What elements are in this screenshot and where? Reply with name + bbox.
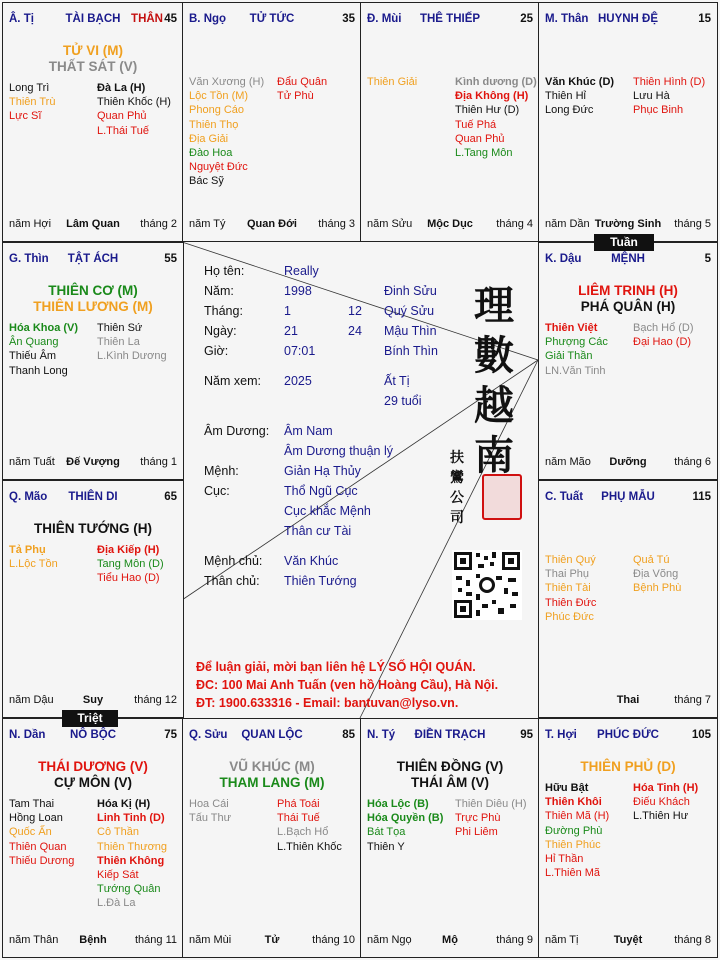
palace-age: 65	[164, 491, 177, 503]
minor-star: Thiên Mã (H)	[545, 810, 610, 823]
tuan-badge: Tuần	[594, 234, 654, 251]
minor-star: Phá Toái	[277, 798, 320, 810]
hour-value: 07:01	[284, 344, 316, 358]
palace-name: NÔ BỘC	[70, 729, 116, 741]
palace-name: TẬT ÁCH	[67, 253, 119, 265]
minor-stars-left	[367, 75, 417, 89]
palace-footer	[9, 218, 177, 232]
palace-year: năm Hợi	[9, 218, 52, 230]
palace-stage: Quan Đới	[247, 218, 297, 230]
month-canchi: Quý Sửu	[384, 304, 435, 318]
palace-stage: Đế Vượng	[66, 456, 120, 468]
palace-year: năm Tý	[189, 218, 226, 230]
palace-age: 45	[164, 13, 177, 25]
minor-star: Phúc Đức	[545, 610, 594, 623]
amduong-value: Âm Nam	[284, 424, 333, 438]
minor-star: Thiên Thương	[97, 840, 168, 853]
palace-cell-ty[interactable]	[2, 2, 184, 242]
minor-star: Bát Tọa	[367, 826, 406, 839]
palace-branch: B. Ngọ	[189, 13, 227, 25]
minor-star: Hồng Loan	[9, 812, 63, 825]
palace-stage: Mộ	[442, 934, 458, 946]
minor-stars-left	[9, 81, 55, 124]
minor-star: Phi Liêm	[455, 826, 498, 839]
palace-stage: Bệnh	[79, 934, 107, 946]
day-key: Ngày:	[204, 324, 237, 338]
palace-stage: Tuyệt	[613, 934, 643, 946]
minor-star: Bạch Hổ (D)	[633, 322, 694, 334]
palace-year: năm Mùi	[189, 934, 232, 946]
palace-month: tháng 7	[674, 694, 711, 706]
palace-cell-ngo[interactable]	[182, 2, 362, 242]
palace-stage: Trường Sinh	[594, 218, 662, 230]
minor-star: Quan Phủ	[455, 132, 505, 145]
minor-star: L.Đà La	[97, 897, 136, 910]
minor-stars-right	[633, 75, 705, 118]
palace-header	[367, 729, 533, 743]
calligraphy-char-2: 數	[474, 332, 514, 379]
palace-footer	[545, 456, 711, 470]
minor-star: Phong Cáo	[189, 104, 245, 117]
viewyear-age: 29 tuổi	[384, 394, 422, 408]
minor-star: L.Thái Tuế	[97, 124, 149, 137]
palace-year: năm Sửu	[367, 218, 413, 230]
minor-star: Thiếu Âm	[9, 350, 57, 363]
main-star: THIÊN PHỦ (D)	[580, 759, 676, 774]
minor-star: Điếu Khách	[633, 796, 690, 809]
red-seal-stamp	[482, 474, 522, 520]
palace-month: tháng 12	[134, 694, 177, 706]
center-info-panel	[182, 242, 540, 718]
minor-star: Thiên Không	[97, 854, 165, 867]
minor-star: Tả Phụ	[9, 544, 46, 556]
palace-header	[545, 729, 711, 743]
palace-month: tháng 2	[140, 218, 177, 230]
minor-star: Thiên Khốc (H)	[97, 96, 171, 109]
palace-cell-mui[interactable]	[360, 2, 540, 242]
palace-age: 55	[164, 253, 177, 265]
minor-star: Tang Môn (D)	[97, 558, 164, 571]
minor-star: LN.Văn Tinh	[545, 364, 606, 377]
contact-address: ĐC: 100 Mai Anh Tuấn (ven hồ Hoàng Cầu), Hà Nội.	[196, 678, 499, 692]
thanchu-key: Thân chủ:	[204, 574, 260, 588]
contact-line-1: Để luận giải, mời bạn liên hệ LÝ SỐ HỘI QUÁN.	[196, 660, 476, 674]
palace-name: MỆNH	[611, 253, 645, 265]
palace-year: năm Dậu	[9, 694, 54, 706]
minor-stars-right	[277, 797, 342, 854]
minor-stars-right	[633, 321, 694, 349]
palace-stage: Suy	[82, 694, 104, 706]
minor-star: Cô Thần	[97, 826, 139, 839]
palace-month: tháng 1	[140, 456, 177, 468]
minor-stars-right	[633, 781, 698, 824]
minor-star: Long Đức	[545, 104, 594, 117]
palace-branch: Q. Mão	[9, 491, 48, 503]
palace-footer	[367, 934, 533, 948]
minor-stars-left	[545, 781, 609, 880]
minor-star: Bệnh Phù	[633, 582, 682, 595]
than-position: Thân cư Tài	[284, 524, 352, 538]
minor-star: Thiên Hỉ	[545, 90, 586, 103]
palace-month: tháng 8	[674, 934, 711, 946]
minor-stars-left	[9, 797, 74, 868]
minor-star: Tướng Quân	[97, 883, 161, 896]
minor-star: Hóa Khoa (V)	[9, 322, 79, 334]
minor-star: Thiên Giải	[367, 76, 418, 88]
triet-badge: Triệt	[62, 710, 118, 727]
palace-name: ĐIỀN TRẠCH	[414, 729, 486, 741]
viewyear-canchi: Ất Tị	[384, 374, 410, 388]
viewyear-value: 2025	[284, 374, 312, 388]
minor-star: Địa Không (H)	[455, 90, 529, 103]
palace-year: năm Mão	[545, 456, 591, 468]
palace-header	[9, 13, 177, 27]
minor-star: Thiên Hư (D)	[455, 104, 520, 117]
palace-header	[545, 13, 711, 27]
palace-month: tháng 3	[318, 218, 355, 230]
palace-header	[545, 253, 711, 267]
main-star: CỰ MÔN (V)	[54, 775, 132, 790]
minor-star: Hóa Tinh (H)	[633, 782, 699, 794]
minor-star: Giải Thần	[545, 350, 593, 363]
minor-stars-right	[455, 797, 527, 840]
palace-stage: Tử	[264, 934, 280, 946]
minor-star: Thiên Quý	[545, 554, 596, 566]
palace-branch: Đ. Mùi	[367, 13, 402, 25]
minor-star: Hóa Lộc (B)	[367, 798, 429, 810]
menhchu-key: Mệnh chủ:	[204, 554, 263, 568]
minor-star: Thiên Trù	[9, 96, 56, 109]
palace-cell-hoi[interactable]	[538, 718, 718, 958]
minor-stars-left	[545, 75, 614, 118]
minor-star: Phượng Các	[545, 336, 608, 349]
minor-stars-right	[633, 553, 681, 596]
minor-star: Thiên Hình (D)	[633, 76, 706, 88]
palace-footer	[545, 934, 711, 948]
palace-cell-dan[interactable]	[2, 718, 184, 958]
minor-star: Thiên Việt	[545, 322, 598, 334]
minor-star: L.Thiên Hư	[633, 810, 689, 823]
minor-star: Địa Giải	[189, 132, 229, 145]
main-star: THIÊN CƠ (M)	[48, 283, 138, 298]
cuc-value: Thổ Ngũ Cục	[284, 484, 358, 498]
minor-star: L.Thiên Mã	[545, 867, 601, 880]
minor-star: Hóa Quyền (B)	[367, 812, 444, 825]
main-star: THÁI ÂM (V)	[411, 775, 489, 790]
minor-star: Thái Tuế	[277, 812, 320, 825]
minor-star: Lực Sĩ	[9, 110, 42, 123]
minor-star: Thiếu Dương	[9, 854, 75, 867]
minor-star: Thiên Thọ	[189, 118, 239, 131]
minor-star: Thiên Sứ	[97, 322, 143, 334]
palace-footer	[9, 456, 177, 470]
palace-age: 25	[520, 13, 533, 25]
minor-star: L.Lộc Tồn	[9, 558, 58, 571]
minor-stars-left	[367, 797, 443, 854]
minor-star: Thiên Đức	[545, 596, 597, 609]
thanchu-value: Thiên Tướng	[284, 574, 357, 588]
year-value: 1998	[284, 284, 312, 298]
main-star: THẤT SÁT (V)	[48, 59, 138, 74]
minor-star: Kiếp Sát	[97, 869, 139, 882]
minor-stars-right	[277, 75, 327, 103]
palace-month: tháng 11	[134, 934, 177, 946]
minor-star: Đà La (H)	[97, 82, 146, 94]
minor-star: Thiên Tài	[545, 582, 591, 595]
palace-age: 115	[692, 491, 711, 503]
palace-name: QUAN LỘC	[241, 729, 303, 741]
minor-stars-left	[9, 321, 78, 378]
palace-stage: Dưỡng	[609, 456, 647, 468]
small-seal-text: 扶 鸞 公 司	[450, 450, 464, 526]
palace-cell-suu[interactable]	[182, 718, 362, 958]
minor-star: Thiên Khôi	[545, 796, 602, 809]
minor-star: Thiên Quan	[9, 840, 67, 853]
minor-star: Nguyệt Đức	[189, 161, 248, 174]
palace-branch: G. Thìn	[9, 253, 49, 265]
hour-key: Giờ:	[204, 344, 229, 358]
palace-age: 15	[698, 13, 711, 25]
palace-footer	[545, 218, 711, 232]
minor-star: Thanh Long	[9, 364, 68, 377]
minor-star: Long Trì	[9, 82, 50, 94]
palace-header	[9, 253, 177, 267]
minor-stars-right	[455, 75, 537, 160]
palace-name: TỬ TỨC	[249, 13, 295, 25]
minor-star: Thai Phụ	[545, 568, 590, 581]
minor-star: Địa Võng	[633, 568, 679, 581]
cuc-key: Cục:	[204, 484, 230, 498]
palace-header	[9, 729, 177, 743]
month-solar: 12	[348, 304, 362, 318]
palace-branch: K. Dậu	[545, 253, 582, 265]
name-value: Really	[284, 264, 319, 278]
amduong-key: Âm Dương:	[204, 424, 270, 438]
main-star: THIÊN TƯỚNG (H)	[34, 521, 152, 536]
main-star: PHÁ QUÂN (H)	[580, 299, 676, 314]
cuc-relation: Cục khắc Mệnh	[284, 504, 371, 518]
palace-cell-thin[interactable]	[2, 242, 184, 480]
viewyear-key: Năm xem:	[204, 374, 261, 388]
minor-star: Linh Tinh (D)	[97, 812, 165, 825]
minor-star: Quan Phủ	[97, 110, 147, 123]
minor-star: Thiên Y	[367, 840, 405, 853]
day-lunar: 21	[284, 324, 298, 338]
palace-branch: Q. Sửu	[189, 729, 228, 741]
palace-age: 75	[164, 729, 177, 741]
minor-stars-right	[97, 81, 171, 138]
palace-header	[189, 729, 355, 743]
menh-value: Giản Hạ Thủy	[284, 464, 361, 478]
year-key: Năm:	[204, 284, 234, 298]
minor-star: Kình dương (D)	[455, 76, 537, 88]
palace-cell-ty2[interactable]	[360, 718, 540, 958]
palace-name: THÊ THIẾP	[419, 13, 481, 25]
hour-canchi: Bính Thìn	[384, 344, 438, 358]
palace-footer	[9, 694, 177, 708]
main-star: LIÊM TRINH (H)	[578, 283, 678, 298]
body-marker: THÂN	[131, 13, 163, 25]
minor-star: L.Tang Môn	[455, 147, 513, 160]
minor-star: Hóa Kị (H)	[97, 798, 151, 810]
palace-name: PHỤ MẪU	[601, 491, 655, 503]
minor-star: Trực Phù	[455, 812, 501, 825]
minor-stars-left	[9, 543, 58, 571]
palace-footer	[189, 218, 355, 232]
minor-star: Địa Kiếp (H)	[97, 544, 160, 556]
qr-code-icon	[452, 550, 522, 620]
minor-star: Tuế Phá	[455, 118, 497, 131]
palace-stage: Thai	[616, 694, 640, 706]
menh-key: Mệnh:	[204, 464, 239, 478]
palace-header	[367, 13, 533, 27]
palace-footer	[545, 694, 711, 708]
palace-name: THIÊN DI	[68, 491, 118, 503]
palace-age: 105	[691, 729, 711, 741]
palace-cell-tuat[interactable]	[538, 480, 718, 718]
minor-star: Tiểu Hao (D)	[97, 572, 160, 585]
palace-stage: Lâm Quan	[66, 218, 120, 230]
palace-header	[9, 491, 177, 505]
palace-name: TÀI BẠCH THÂN	[65, 13, 163, 25]
palace-year: năm Ngọ	[367, 934, 412, 946]
palace-footer	[9, 934, 177, 948]
palace-age: 35	[342, 13, 355, 25]
palace-age: 95	[520, 729, 533, 741]
minor-star: Ân Quang	[9, 336, 59, 349]
minor-star: Hữu Bật	[545, 782, 589, 794]
palace-branch: N. Tý	[367, 729, 396, 741]
palace-year: năm Dần	[545, 218, 590, 230]
palace-year: năm Tị	[545, 934, 579, 946]
minor-star: Lộc Tồn (M)	[189, 90, 249, 103]
minor-star: Thiên La	[97, 336, 140, 349]
palace-month: tháng 4	[496, 218, 533, 230]
palace-cell-mao[interactable]	[2, 480, 184, 718]
minor-star: Đường Phù	[545, 824, 603, 837]
main-star: THAM LANG (M)	[219, 775, 325, 790]
palace-name: PHÚC ĐỨC	[597, 729, 659, 741]
palace-header	[189, 13, 355, 27]
minor-star: Đại Hao (D)	[633, 336, 692, 349]
minor-star: L.Thiên Khốc	[277, 840, 342, 853]
palace-branch: C. Tuất	[545, 491, 584, 503]
palace-month: tháng 10	[312, 934, 355, 946]
minor-star: Hoa Cái	[189, 798, 229, 810]
minor-star: Đẩu Quân	[277, 76, 328, 88]
day-canchi: Mậu Thìn	[384, 324, 437, 338]
minor-star: Lưu Hà	[633, 90, 670, 103]
minor-star: Thiên Diêu (H)	[455, 798, 527, 810]
minor-stars-left	[189, 797, 231, 825]
calligraphy-char-4: 南	[474, 432, 514, 479]
main-star: THIÊN LƯƠNG (M)	[33, 299, 153, 314]
minor-star: Quả Tú	[633, 554, 670, 566]
minor-star: Tấu Thư	[189, 812, 232, 825]
palace-month: tháng 9	[496, 934, 533, 946]
palace-year: năm Tuất	[9, 456, 55, 468]
year-canchi: Đinh Sửu	[384, 284, 437, 298]
palace-month: tháng 6	[674, 456, 711, 468]
main-star: VŨ KHÚC (M)	[229, 759, 315, 774]
palace-branch: N. Dần	[9, 729, 46, 741]
palace-footer	[367, 218, 533, 232]
palace-footer	[189, 934, 355, 948]
palace-age: 85	[342, 729, 355, 741]
palace-branch: Â. Tị	[9, 13, 34, 25]
palace-cell-dau[interactable]	[538, 242, 718, 480]
minor-star: Thiên Phúc	[545, 838, 601, 851]
palace-age: 5	[704, 253, 711, 265]
minor-star: Tử Phù	[277, 90, 314, 103]
minor-stars-left	[189, 75, 264, 189]
minor-star: Văn Khúc (D)	[545, 76, 615, 88]
month-key: Tháng:	[204, 304, 243, 318]
minor-star: Phục Binh	[633, 104, 684, 117]
month-lunar: 1	[284, 304, 291, 318]
main-star: THÁI DƯƠNG (V)	[38, 759, 148, 774]
minor-star: Hỉ Thần	[545, 853, 584, 866]
minor-star: Quốc Ấn	[9, 826, 52, 839]
minor-star: L.Kình Dương	[97, 350, 167, 363]
contact-phone-email[interactable]: ĐT: 1900.633316 - Email: bantuvan@lyso.vn.	[196, 696, 459, 710]
horoscope-grid	[2, 2, 718, 958]
palace-branch: M. Thân	[545, 13, 589, 25]
main-star: THIÊN ĐỒNG (V)	[396, 759, 504, 774]
amduong-relation: Âm Dương thuận lý	[284, 444, 393, 458]
main-star: TỬ VI (M)	[63, 43, 123, 58]
minor-stars-right	[97, 543, 164, 586]
palace-cell-than[interactable]	[538, 2, 718, 242]
palace-branch: T. Hợi	[545, 729, 577, 741]
palace-name: HUYNH ĐỆ	[597, 13, 659, 25]
calligraphy-char-3: 越	[474, 382, 514, 429]
minor-stars-left	[545, 321, 608, 378]
minor-stars-right	[97, 321, 167, 364]
minor-star: Văn Xương (H)	[189, 76, 265, 88]
palace-stage: Mộc Dục	[427, 218, 473, 230]
minor-stars-left	[545, 553, 596, 624]
palace-month: tháng 5	[674, 218, 711, 230]
minor-stars-right	[97, 797, 167, 911]
palace-year: năm Thân	[9, 934, 59, 946]
calligraphy-char-1: 理	[474, 282, 514, 329]
minor-star: Bác Sỹ	[189, 175, 224, 188]
minor-star: Tam Thai	[9, 798, 55, 810]
palace-header	[545, 491, 711, 505]
minor-star: L.Bạch Hổ	[277, 826, 329, 839]
menhchu-value: Văn Khúc	[284, 554, 339, 568]
minor-star: Đào Hoa	[189, 147, 233, 160]
name-key: Họ tên:	[204, 264, 245, 278]
day-solar: 24	[348, 324, 362, 338]
